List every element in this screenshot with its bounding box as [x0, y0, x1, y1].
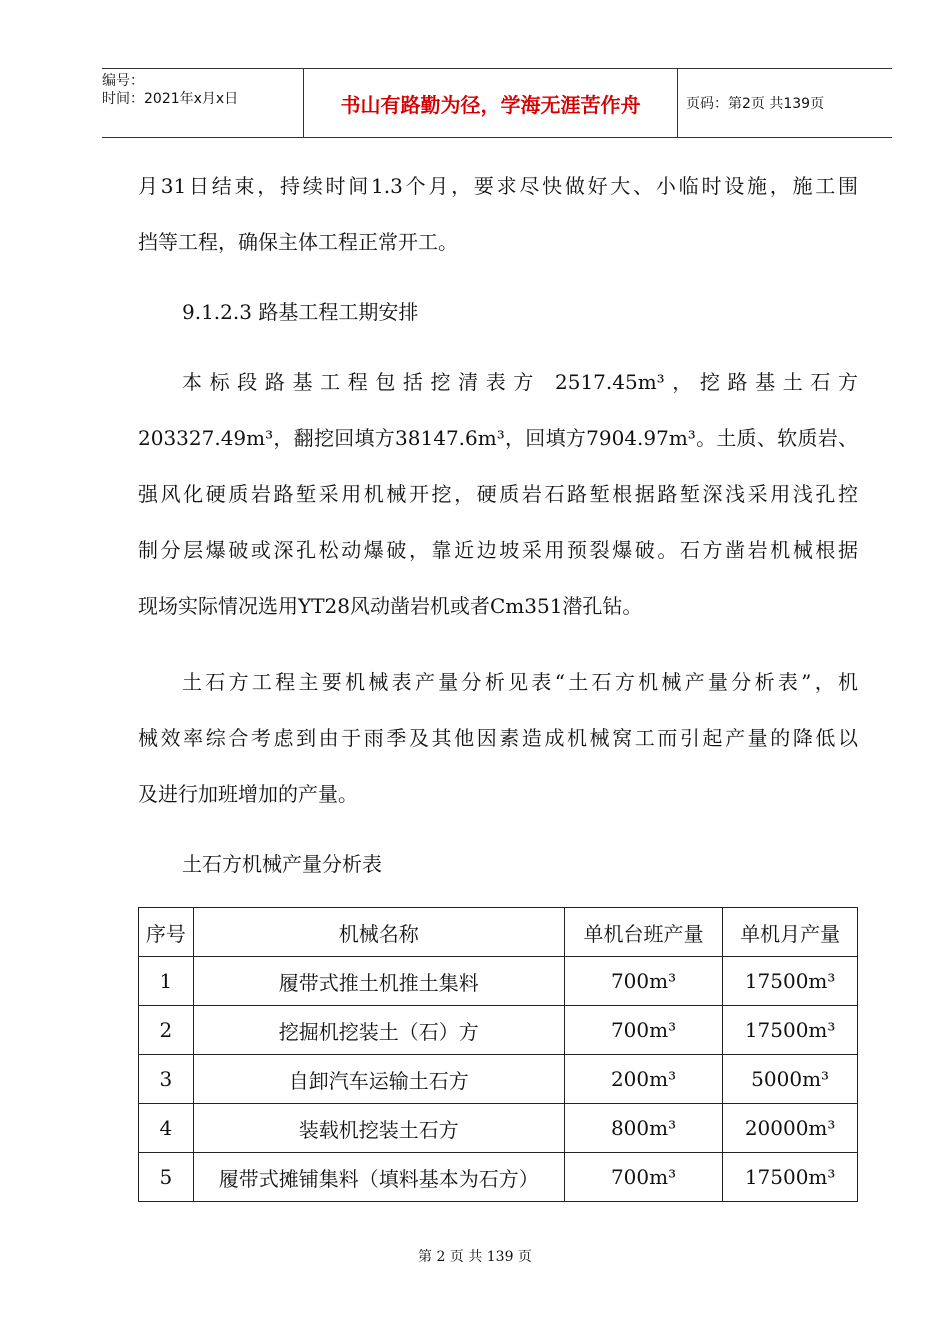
- table-cell: 800m³: [564, 1104, 722, 1153]
- table-cell: 履带式摊铺集料（填料基本为石方）: [193, 1153, 564, 1202]
- paragraph-line: 本标段路基工程包括挖清表方 2517.45m³，挖路基土石方: [182, 370, 858, 394]
- column-header: 机械名称: [193, 908, 564, 957]
- table-cell: 17500m³: [723, 957, 858, 1006]
- header-meta: [102, 69, 304, 137]
- table-cell: 1: [139, 957, 194, 1006]
- paragraph-line: 土石方工程主要机械表产量分析见表“土石方机械产量分析表”，机: [182, 670, 858, 694]
- machinery-output-table: [138, 907, 858, 1202]
- paragraph-line: 现场实际情况选用YT28风动凿岩机或者Cm351潜孔钻。: [138, 594, 643, 618]
- column-header: 序号: [139, 908, 194, 957]
- paragraph-line: 月31日结束，持续时间1.3个月，要求尽快做好大、小临时设施，施工围: [138, 174, 858, 198]
- paragraph-line: 械效率综合考虑到由于雨季及其他因素造成机械窝工而引起产量的降低以: [138, 726, 858, 750]
- page-footer: 第 2 页 共 139 页: [418, 1249, 532, 1265]
- table-cell: 自卸汽车运输土石方: [193, 1055, 564, 1104]
- column-header: 单机月产量: [723, 908, 858, 957]
- table-cell: 17500m³: [723, 1006, 858, 1055]
- table-cell: 4: [139, 1104, 194, 1153]
- column-header: 单机台班产量: [564, 908, 722, 957]
- table-row: [139, 1153, 858, 1202]
- table-cell: 挖掘机挖装土（石）方: [193, 1006, 564, 1055]
- table-row: [139, 957, 858, 1006]
- table-cell: 700m³: [564, 1153, 722, 1202]
- table-cell: 5: [139, 1153, 194, 1202]
- table-cell: 3: [139, 1055, 194, 1104]
- page-header: [102, 68, 892, 138]
- table-row: [139, 1006, 858, 1055]
- section-heading: 9.1.2.3 路基工程工期安排: [182, 300, 419, 324]
- table-cell: 2: [139, 1006, 194, 1055]
- header-time: 时间：2021年x月x日: [102, 91, 239, 107]
- header-number: 编号：: [102, 73, 144, 89]
- table-cell: 5000m³: [723, 1055, 858, 1104]
- table-cell: 20000m³: [723, 1104, 858, 1153]
- paragraph-line: 及进行加班增加的产量。: [138, 782, 358, 806]
- paragraph-line: 制分层爆破或深孔松动爆破，靠近边坡采用预裂爆破。石方凿岩机械根据: [138, 538, 858, 562]
- table-row: [139, 1055, 858, 1104]
- table-cell: 装载机挖装土石方: [193, 1104, 564, 1153]
- table-cell: 700m³: [564, 1006, 722, 1055]
- table-header-row: [139, 908, 858, 957]
- header-page-number: 页码：第2页 共139页: [686, 96, 825, 112]
- paragraph-line: 强风化硬质岩路堑采用机械开挖，硬质岩石路堑根据路堑深浅采用浅孔控: [138, 482, 858, 506]
- paragraph-line: 203327.49m³，翻挖回填方38147.6m³，回填方7904.97m³。土质、软质岩、: [138, 426, 858, 450]
- paragraph-line: 挡等工程，确保主体工程正常开工。: [138, 230, 458, 254]
- table-cell: 200m³: [564, 1055, 722, 1104]
- table-cell: 17500m³: [723, 1153, 858, 1202]
- table-cell: 700m³: [564, 957, 722, 1006]
- table-title: 土石方机械产量分析表: [182, 852, 382, 876]
- table-row: [139, 1104, 858, 1153]
- table-cell: 履带式推土机推土集料: [193, 957, 564, 1006]
- header-motto: 书山有路勤为径，学海无涯苦作舟: [304, 69, 678, 137]
